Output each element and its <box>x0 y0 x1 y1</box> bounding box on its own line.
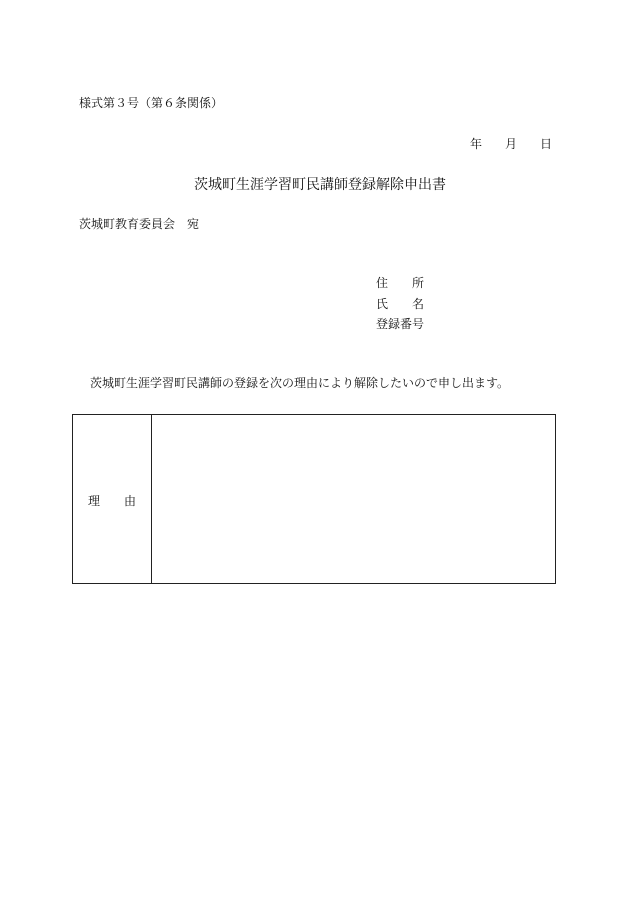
reason-label-cell <box>73 415 152 583</box>
date-year-label: 年 <box>470 137 483 151</box>
address-label <box>376 277 424 289</box>
date-month-label: 月 <box>505 137 518 151</box>
address-label-text: 住所 <box>376 276 424 290</box>
document-title: 茨城町生涯学習町民講師登録解除申出書 <box>194 177 446 193</box>
reason-label: 理由 <box>88 494 136 508</box>
name-label <box>376 298 424 310</box>
reason-table <box>72 414 556 584</box>
name-label-text: 氏名 <box>376 297 424 311</box>
form-number: 様式第３号（第６条関係） <box>79 96 224 110</box>
addressee: 茨城町教育委員会 宛 <box>79 217 200 231</box>
reason-value-cell[interactable] <box>152 415 555 583</box>
registration-number-label: 登録番号 <box>376 317 425 331</box>
statement-text: 茨城町生涯学習町民講師の登録を次の理由により解除したいので申し出ます。 <box>90 376 510 390</box>
date-day-label: 日 <box>540 137 553 151</box>
